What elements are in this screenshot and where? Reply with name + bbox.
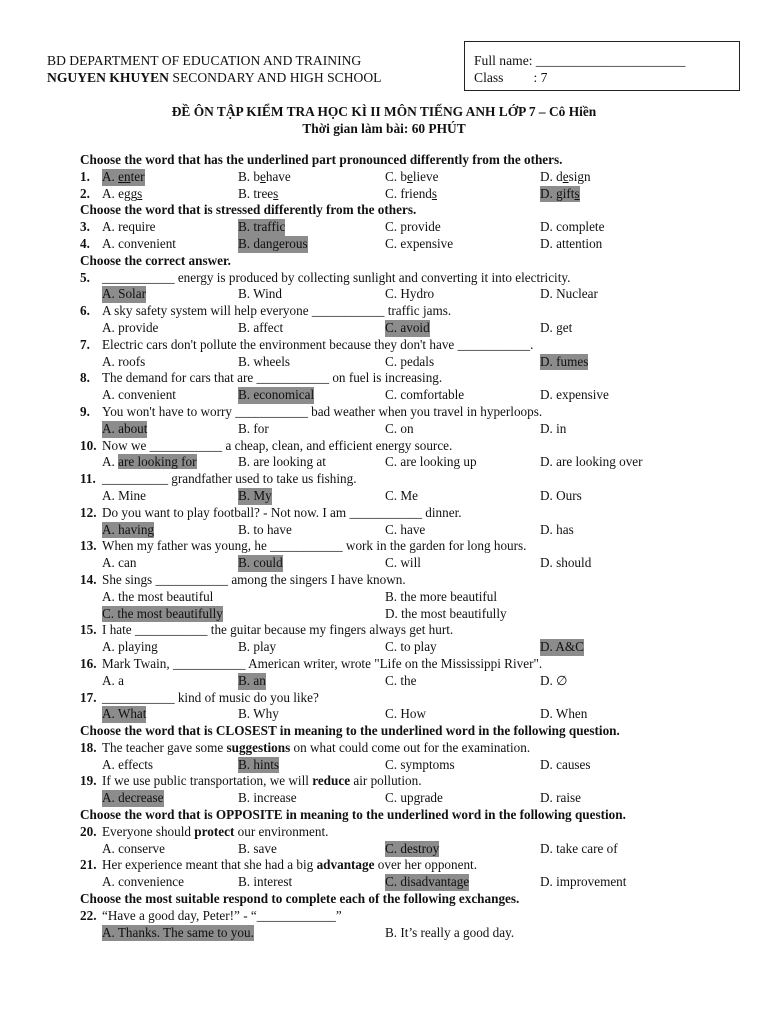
question-9: 9. You won't have to worry ___________ bad weather when you travel in hyperloops.: [80, 403, 543, 419]
answer-option[interactable]: B. trees: [238, 185, 279, 201]
answer-option[interactable]: A. eggs: [102, 185, 143, 201]
answer-option[interactable]: D. improvement: [540, 874, 627, 890]
answer-option[interactable]: D. attention: [540, 235, 603, 251]
exam-body: [80, 152, 714, 941]
question-text: Mark Twain, ___________ American writer, wrote "Life on the Mississippi River".: [102, 655, 543, 671]
question-text: The teacher gave some suggestions on what could come out for the examination.: [102, 739, 531, 755]
question-12: 12. Do you want to play football? - Not now. I am ___________ dinner.: [80, 504, 462, 520]
question-text: The demand for cars that are ___________ on fuel is increasing.: [102, 370, 443, 386]
question-7: 7. Electric cars don't pollute the environment because they don't have ___________.: [80, 336, 534, 352]
question-11: 11. __________ grandfather used to take us fishing.: [80, 471, 357, 487]
question-text: If we use public transportation, we will reduce air pollution.: [102, 773, 422, 789]
options-14b: [80, 606, 714, 623]
options-6: [80, 320, 714, 337]
answer-option[interactable]: A. require: [102, 219, 156, 235]
options-22: [80, 925, 714, 942]
answer-option[interactable]: A. Mine: [102, 487, 146, 503]
answer-option[interactable]: B. economical: [238, 387, 315, 403]
answer-option[interactable]: A. provide: [102, 319, 159, 335]
answer-option[interactable]: B. an: [238, 672, 266, 688]
question-17: 17. ___________ kind of music do you like?: [80, 689, 319, 705]
answer-option[interactable]: A. having: [102, 521, 155, 537]
answer-option[interactable]: C. symptoms: [385, 756, 455, 772]
question-14: 14. She sings ___________ among the singers I have known.: [80, 571, 406, 587]
answer-option[interactable]: B. are looking at: [238, 454, 326, 470]
question-text: She sings ___________ among the singers I have known.: [102, 571, 406, 587]
answer-option[interactable]: D. are looking over: [540, 454, 643, 470]
answer-option[interactable]: B. dangerous: [238, 235, 308, 251]
section-heading: Choose the word that is stressed differently from the others.: [80, 202, 417, 218]
answer-option[interactable]: C. expensive: [385, 235, 454, 251]
answer-option[interactable]: C. pedals: [385, 353, 435, 369]
options-5: [80, 286, 714, 303]
answer-option[interactable]: B. the more beautiful: [385, 588, 498, 604]
answer-option[interactable]: D. raise: [540, 790, 582, 806]
question-16: 16. Mark Twain, ___________ American writer, wrote "Life on the Mississippi River".: [80, 655, 543, 671]
answer-option[interactable]: C. Hydro: [385, 286, 435, 302]
answer-option[interactable]: A. decrease: [102, 790, 164, 806]
question-text: Her experience meant that she had a big advantage over her opponent.: [102, 857, 478, 873]
answer-option[interactable]: D. should: [540, 555, 592, 571]
question-text: “Have a good day, Peter!” - “____________”: [102, 907, 342, 923]
answer-option[interactable]: D. When: [540, 706, 588, 722]
answer-option[interactable]: C. avoid: [385, 319, 430, 335]
answer-option[interactable]: C. destroy: [385, 840, 440, 856]
answer-option[interactable]: D. the most beautifully: [385, 605, 507, 621]
question-text: Do you want to play football? - Not now. I am ___________ dinner.: [102, 504, 462, 520]
answer-option[interactable]: D. Nuclear: [540, 286, 598, 302]
answer-option[interactable]: A. What: [102, 706, 147, 722]
answer-option[interactable]: A. enter: [102, 168, 145, 184]
class-field: Class : 7: [474, 70, 548, 85]
answer-option[interactable]: B. Why: [238, 706, 279, 722]
answer-option[interactable]: C. will: [385, 555, 421, 571]
question-22: 22. “Have a good day, Peter!” - “____________”: [80, 907, 342, 923]
question-text: ___________ energy is produced by collecting sunlight and converting it into electricity.: [102, 269, 571, 285]
answer-option[interactable]: D. A&C: [540, 639, 584, 655]
question-15: 15. I hate ___________ the guitar because my fingers always get hurt.: [80, 622, 454, 638]
answer-option[interactable]: A. about: [102, 420, 148, 436]
question-1: 1. A. enter B. behave C. believe D. design: [80, 168, 591, 184]
answer-option[interactable]: A. convenient: [102, 235, 176, 251]
answer-option[interactable]: B. interest: [238, 874, 293, 890]
answer-option[interactable]: D. take care of: [540, 840, 618, 856]
section-heading: Choose the correct answer.: [80, 252, 231, 268]
answer-option[interactable]: D. has: [540, 521, 574, 537]
question-10: 10. Now we ___________ a cheap, clean, and efficient energy source.: [80, 437, 453, 453]
options-9: [80, 421, 714, 438]
question-text: Now we ___________ a cheap, clean, and efficient energy source.: [102, 437, 453, 453]
answer-option[interactable]: D. causes: [540, 756, 591, 772]
question-6: 6. A sky safety system will help everyone ___________ traffic jams.: [80, 303, 452, 319]
answer-option[interactable]: C. believe: [385, 168, 439, 184]
answer-option[interactable]: B. for: [238, 420, 269, 436]
answer-option[interactable]: C. comfortable: [385, 387, 465, 403]
answer-option[interactable]: B. save: [238, 840, 277, 856]
answer-option[interactable]: A. playing: [102, 639, 158, 655]
answer-option[interactable]: A. Thanks. The same to you.: [102, 924, 254, 940]
answer-option[interactable]: D. Ours: [540, 487, 582, 503]
answer-option[interactable]: C. provide: [385, 219, 441, 235]
answer-option[interactable]: C. friends: [385, 185, 438, 201]
question-21: 21. Her experience meant that she had a big advantage over her opponent.: [80, 857, 478, 873]
answer-option[interactable]: A. a: [102, 672, 124, 688]
answer-option[interactable]: C. on: [385, 420, 414, 436]
school-header: [47, 52, 381, 86]
question-text: I hate ___________ the guitar because my fingers always get hurt.: [102, 622, 454, 638]
exam-time: Thời gian làm bài: 60 PHÚT: [302, 121, 466, 136]
question-3: 3. A. require B. traffic C. provide D. complete: [80, 219, 605, 235]
question-13: 13. When my father was young, he ___________ work in the garden for long hours.: [80, 538, 527, 554]
options-14a: [80, 589, 714, 606]
question-text: When my father was young, he ___________ work in the garden for long hours.: [102, 538, 527, 554]
answer-option[interactable]: B. to have: [238, 521, 292, 537]
answer-option[interactable]: A. roofs: [102, 353, 146, 369]
answer-option[interactable]: B. It’s really a good day.: [385, 924, 515, 940]
section-heading: Choose the word that is OPPOSITE in meaning to the underlined word in the following question.: [80, 807, 626, 823]
answer-option[interactable]: A. can: [102, 555, 137, 571]
answer-option[interactable]: B. wheels: [238, 353, 291, 369]
answer-option[interactable]: B. affect: [238, 319, 284, 335]
answer-option[interactable]: B. hints: [238, 756, 280, 772]
question-text: A sky safety system will help everyone ___________ traffic jams.: [102, 303, 452, 319]
answer-option[interactable]: A. convenient: [102, 387, 176, 403]
options-16: [80, 673, 714, 690]
answer-option[interactable]: C. the: [385, 672, 417, 688]
answer-option[interactable]: D. fumes: [540, 353, 589, 369]
options-15: [80, 639, 714, 656]
question-18: 18. The teacher gave some suggestions on what could come out for the examination.: [80, 739, 531, 755]
options-11: [80, 488, 714, 505]
answer-option[interactable]: C. the most beautifully: [102, 605, 223, 621]
options-13: [80, 555, 714, 572]
question-20: 20. Everyone should protect our environment.: [80, 823, 329, 839]
question-text: Electric cars don't pollute the environment because they don't have ___________.: [102, 336, 534, 352]
question-2: 2. A. eggs B. trees C. friends D. gifts: [80, 185, 580, 201]
answer-option[interactable]: B. increase: [238, 790, 297, 806]
exam-title: ĐỀ ÔN TẬP KIỂM TRA HỌC KÌ II MÔN TIẾNG ANH LỚP 7 – Cô Hiền: [171, 104, 597, 119]
answer-option[interactable]: D. design: [540, 168, 591, 184]
question-text: Everyone should protect our environment.: [102, 823, 329, 839]
question-text: You won't have to worry ___________ bad weather when you travel in hyperloops.: [102, 403, 543, 419]
answer-option[interactable]: D. in: [540, 420, 567, 436]
options-8: [80, 387, 714, 404]
school-name: NGUYEN KHUYEN SECONDARY AND HIGH SCHOOL: [47, 70, 382, 85]
answer-option[interactable]: A. conserve: [102, 840, 165, 856]
answer-option[interactable]: B. Wind: [238, 286, 282, 302]
answer-option[interactable]: C. How: [385, 706, 427, 722]
answer-option[interactable]: C. have: [385, 521, 426, 537]
answer-option[interactable]: D. complete: [540, 219, 605, 235]
answer-option[interactable]: C. to play: [385, 639, 437, 655]
answer-option[interactable]: B. behave: [238, 168, 291, 184]
question-text: ___________ kind of music do you like?: [102, 689, 319, 705]
answer-option[interactable]: D. gifts: [540, 185, 580, 201]
answer-option[interactable]: B. could: [238, 555, 283, 571]
answer-option[interactable]: A. Solar: [102, 286, 146, 302]
answer-option[interactable]: C. disadvantage: [385, 874, 470, 890]
answer-option[interactable]: A. convenience: [102, 874, 185, 890]
answer-option[interactable]: C. are looking up: [385, 454, 477, 470]
options-21: [80, 874, 714, 891]
department-name: BD DEPARTMENT OF EDUCATION AND TRAINING: [47, 53, 362, 68]
answer-option[interactable]: A. the most beautiful: [102, 588, 214, 604]
options-17: [80, 706, 714, 723]
answer-option[interactable]: A. effects: [102, 756, 154, 772]
question-text: __________ grandfather used to take us fishing.: [102, 471, 357, 487]
answer-option[interactable]: D. get: [540, 319, 573, 335]
options-18: [80, 757, 714, 774]
options-7: [80, 354, 714, 371]
section-heading: Choose the word that has the underlined part pronounced differently from the others.: [80, 152, 563, 167]
student-info-box: [464, 41, 740, 91]
options-19: [80, 790, 714, 807]
options-12: [80, 522, 714, 539]
answer-option[interactable]: C. Me: [385, 487, 418, 503]
section-heading: Choose the most suitable respond to complete each of the following exchanges.: [80, 891, 520, 907]
answer-option[interactable]: B. traffic: [238, 219, 286, 235]
question-8: 8. The demand for cars that are ___________ on fuel is increasing.: [80, 370, 443, 386]
options-10: [80, 454, 714, 471]
answer-option[interactable]: A. are looking for: [102, 454, 197, 470]
full-name-field[interactable]: Full name: ______________________: [474, 53, 686, 68]
answer-option[interactable]: B. My: [238, 487, 272, 503]
question-5: 5. ___________ energy is produced by collecting sunlight and converting it into electricity.: [80, 269, 571, 285]
answer-option[interactable]: D. expensive: [540, 387, 609, 403]
section-heading: Choose the word that is CLOSEST in meaning to the underlined word in the following question.: [80, 723, 620, 739]
answer-option[interactable]: C. upgrade: [385, 790, 443, 806]
answer-option[interactable]: B. play: [238, 639, 277, 655]
answer-option[interactable]: D. ∅: [540, 672, 568, 688]
question-19: 19. If we use public transportation, we will reduce air pollution.: [80, 773, 422, 789]
options-20: [80, 841, 714, 858]
question-4: 4. A. convenient B. dangerous C. expensive D. attention: [80, 235, 603, 251]
